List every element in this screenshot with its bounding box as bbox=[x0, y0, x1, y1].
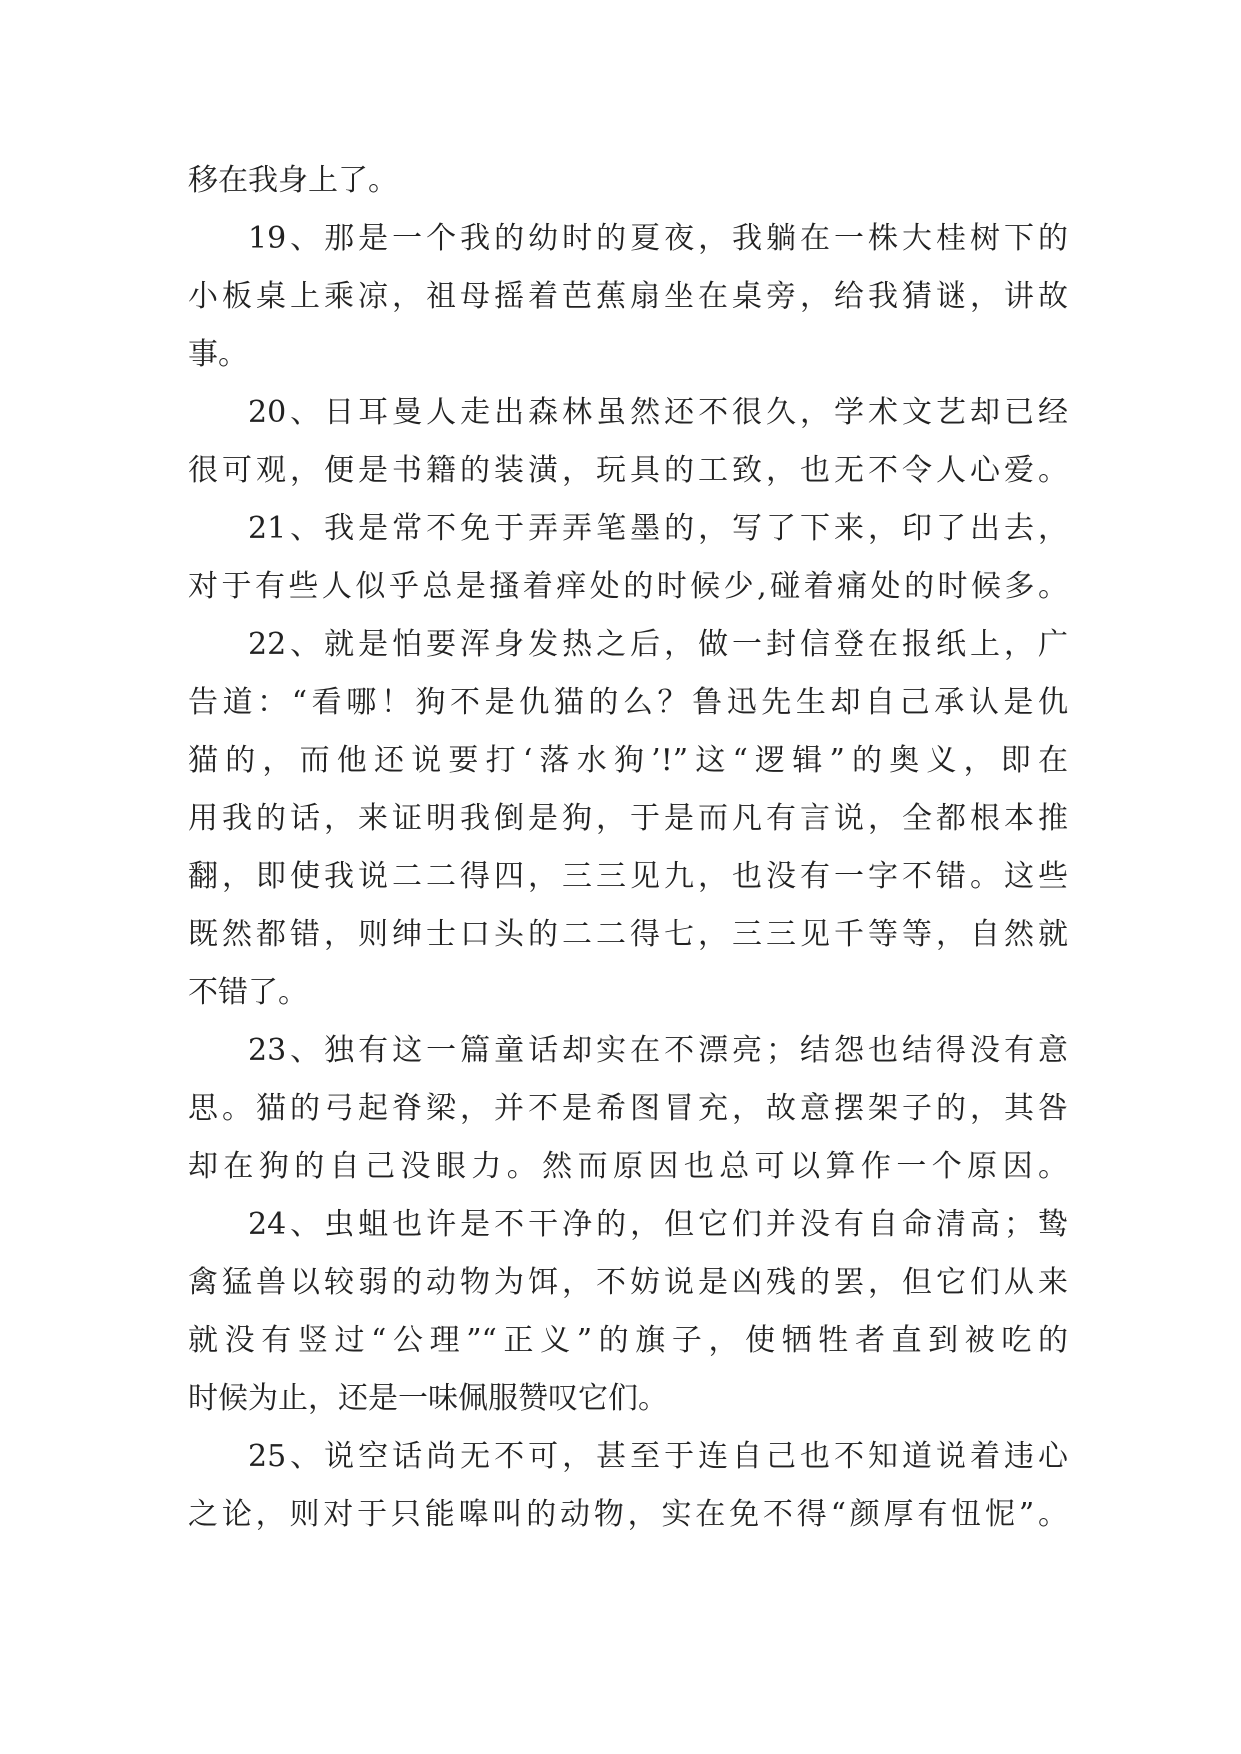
paragraph-21-line-1: 21、我是常不免于弄弄笔墨的，写了下来，印了出去， bbox=[248, 511, 1068, 546]
paragraph-18-line-1: 移在我身上了。 bbox=[188, 163, 398, 198]
paragraph-24-line-3: 就没有竖过“公理”“正义”的旗子，使牺牲者直到被吃的 bbox=[188, 1323, 1068, 1358]
paragraph-19-line-1: 19、那是一个我的幼时的夏夜，我躺在一株大桂树下的 bbox=[248, 221, 1068, 256]
paragraph-25-line-1: 25、说空话尚无不可，甚至于连自己也不知道说着违心 bbox=[248, 1439, 1068, 1474]
paragraph-23-line-1: 23、独有这一篇童话却实在不漂亮；结怨也结得没有意 bbox=[248, 1033, 1068, 1068]
paragraph-19-line-2: 小板桌上乘凉，祖母摇着芭蕉扇坐在桌旁，给我猜谜，讲故 bbox=[188, 279, 1068, 314]
paragraph-24-line-1: 24、虫蛆也许是不干净的，但它们并没有自命清高；鸷 bbox=[248, 1207, 1068, 1242]
paragraph-22-line-4: 用我的话，来证明我倒是狗，于是而凡有言说，全都根本推 bbox=[188, 801, 1068, 836]
document-body bbox=[188, 152, 1068, 1544]
paragraph-20-line-2: 很可观，便是书籍的装潢，玩具的工致，也无不令人心爱。 bbox=[188, 453, 1068, 488]
paragraph-22-line-2: 告道：“看哪！狗不是仇猫的么？鲁迅先生却自己承认是仇 bbox=[188, 685, 1068, 720]
paragraph-22-line-5: 翻，即使我说二二得四，三三见九，也没有一字不错。这些 bbox=[188, 859, 1068, 894]
paragraph-23-line-2: 思。猫的弓起脊梁，并不是希图冒充，故意摆架子的，其咎 bbox=[188, 1091, 1068, 1126]
paragraph-24-line-2: 禽猛兽以较弱的动物为饵，不妨说是凶残的罢，但它们从来 bbox=[188, 1265, 1068, 1300]
paragraph-19-line-3: 事。 bbox=[188, 337, 248, 372]
paragraph-25-line-2: 之论，则对于只能嗥叫的动物，实在免不得“颜厚有忸怩”。 bbox=[188, 1497, 1068, 1532]
paragraph-22-line-1: 22、就是怕要浑身发热之后，做一封信登在报纸上，广 bbox=[248, 627, 1068, 662]
paragraph-20-line-1: 20、日耳曼人走出森林虽然还不很久，学术文艺却已经 bbox=[248, 395, 1068, 430]
paragraph-22-line-6: 既然都错，则绅士口头的二二得七，三三见千等等，自然就 bbox=[188, 917, 1068, 952]
paragraph-22-line-7: 不错了。 bbox=[188, 975, 308, 1010]
paragraph-24-line-4: 时候为止，还是一味佩服赞叹它们。 bbox=[188, 1381, 668, 1416]
paragraph-23-line-3: 却在狗的自己没眼力。然而原因也总可以算作一个原因。 bbox=[188, 1149, 1068, 1184]
paragraph-22-line-3: 猫的，而他还说要打‘落水狗’!”这“逻辑”的奥义，即在 bbox=[188, 743, 1068, 778]
paragraph-21-line-2: 对于有些人似乎总是搔着痒处的时候少,碰着痛处的时候多。 bbox=[188, 569, 1068, 604]
